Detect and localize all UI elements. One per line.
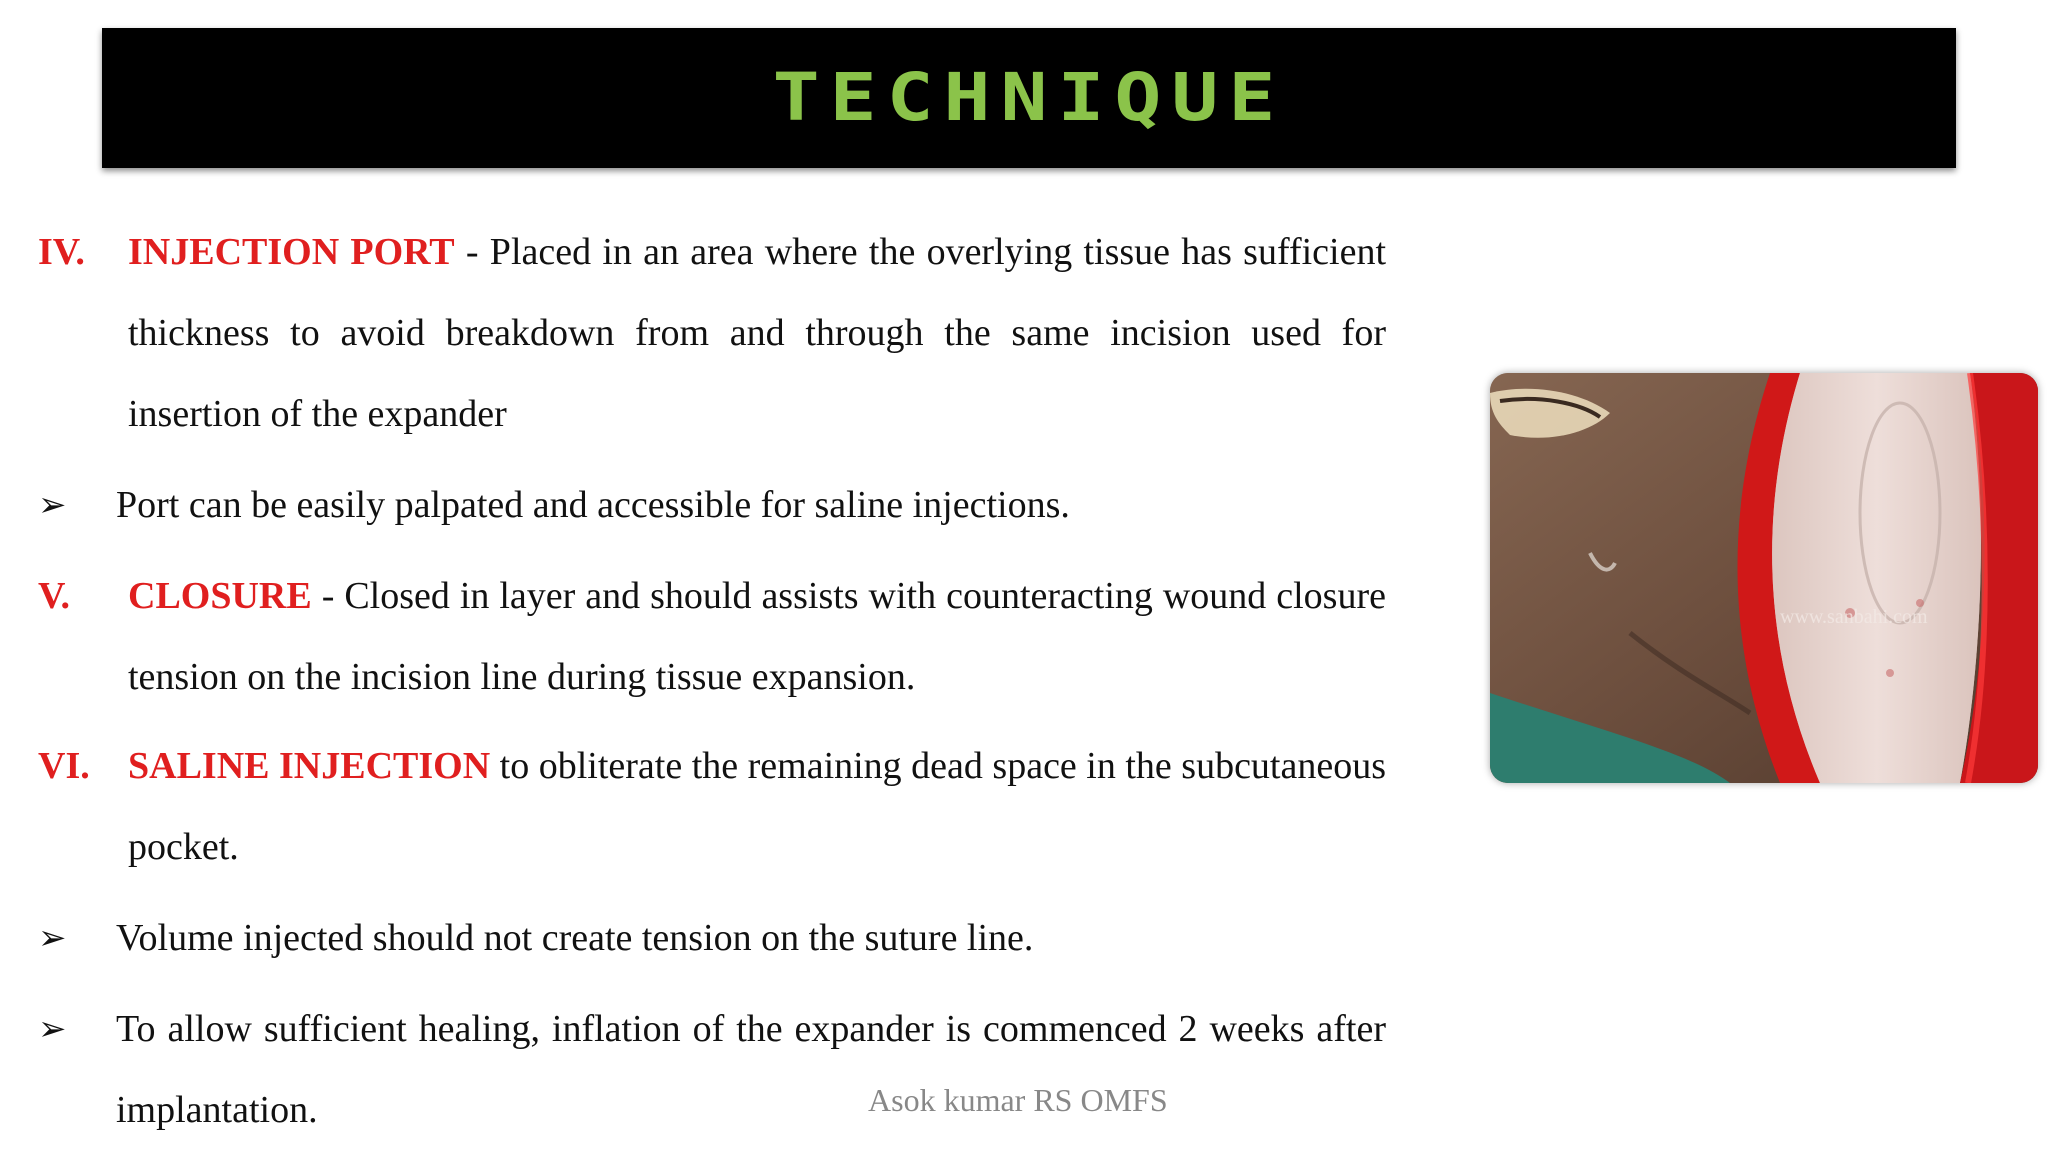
bullet-item bbox=[38, 898, 1386, 979]
list-item-saline-injection bbox=[38, 726, 1386, 888]
footer-credit: Asok kumar RS OMFS bbox=[868, 1082, 1168, 1118]
bullet-text: To allow sufficient healing, inflation of the expander is commenced 2 weeks after implantation. bbox=[116, 1008, 1386, 1131]
surgical-photo bbox=[1490, 373, 2038, 783]
bullet-text: Port can be easily palpated and accessible for saline injections. bbox=[116, 484, 1070, 526]
title-bar bbox=[102, 28, 1956, 168]
surgical-photo-illustration bbox=[1490, 373, 2038, 783]
item-heading: SALINE INJECTION bbox=[128, 745, 491, 787]
arrow-bullet-icon: ➢ bbox=[38, 1009, 67, 1049]
item-text: - Placed in an area where the overlying tissue has sufficient thickness to avoid breakdown from and through the same incision used for insertion of the expander bbox=[128, 231, 1386, 435]
item-body bbox=[128, 556, 1386, 718]
arrow-bullet-icon: ➢ bbox=[38, 918, 67, 958]
item-text: - Closed in layer and should assists with counteracting wound closure tension on the incision line during tissue expansion. bbox=[128, 575, 1386, 698]
list-item-closure bbox=[38, 556, 1386, 718]
bullet-item bbox=[38, 989, 1386, 1151]
slide-title: TECHNIQUE bbox=[772, 59, 1286, 137]
item-numeral: IV. bbox=[38, 231, 85, 273]
item-body bbox=[128, 212, 1386, 455]
slide-content bbox=[38, 212, 1386, 1161]
list-item-injection-port bbox=[38, 212, 1386, 455]
item-body bbox=[128, 726, 1386, 888]
photo-watermark: www.sanbahi.com bbox=[1780, 606, 1928, 628]
item-heading: INJECTION PORT bbox=[128, 231, 455, 273]
arrow-bullet-icon: ➢ bbox=[38, 485, 67, 525]
item-text: to obliterate the remaining dead space in the subcutaneous pocket. bbox=[128, 745, 1387, 868]
item-numeral: VI. bbox=[38, 745, 90, 787]
bullet-text: Volume injected should not create tension on the suture line. bbox=[116, 917, 1034, 959]
item-heading: CLOSURE bbox=[128, 575, 312, 617]
bullet-item bbox=[38, 465, 1386, 546]
item-numeral: V. bbox=[38, 575, 71, 617]
